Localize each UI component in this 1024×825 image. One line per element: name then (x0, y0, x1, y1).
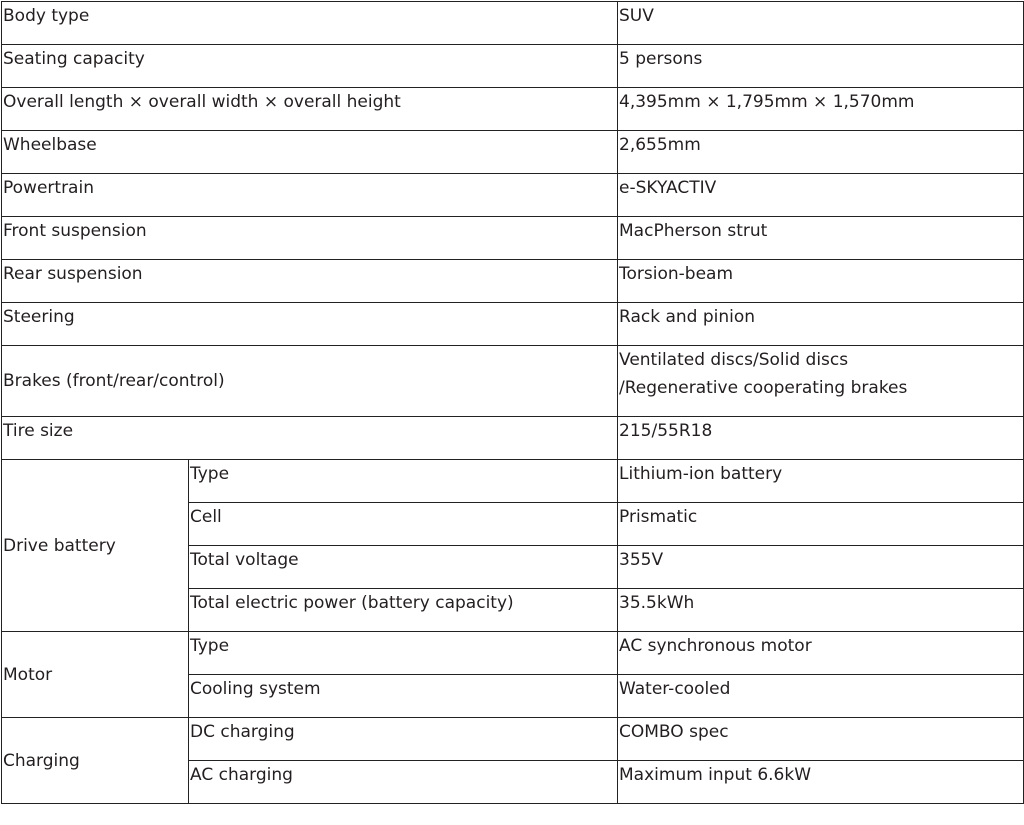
spec-label: Wheelbase (2, 131, 618, 174)
table-row (2, 45, 1024, 88)
spec-value: COMBO spec (618, 718, 1024, 761)
table-row (2, 460, 1024, 503)
spec-sublabel: Total voltage (189, 546, 618, 589)
spec-label: Seating capacity (2, 45, 618, 88)
spec-value: Rack and pinion (618, 303, 1024, 346)
table-row (2, 2, 1024, 45)
spec-label: Rear suspension (2, 260, 618, 303)
table-row (2, 260, 1024, 303)
spec-value: Maximum input 6.6kW (618, 761, 1024, 804)
spec-sublabel: DC charging (189, 718, 618, 761)
spec-value: e-SKYACTIV (618, 174, 1024, 217)
table-row (2, 718, 1024, 761)
spec-label: Body type (2, 2, 618, 45)
spec-value: Prismatic (618, 503, 1024, 546)
table-row (2, 131, 1024, 174)
spec-value: 5 persons (618, 45, 1024, 88)
spec-value-line: Ventilated discs/Solid discs (619, 350, 849, 370)
table-row (2, 346, 1024, 417)
spec-label: Overall length × overall width × overall height (2, 88, 618, 131)
spec-value: SUV (618, 2, 1024, 45)
spec-value-line: /Regenerative cooperating brakes (619, 378, 908, 398)
spec-value: Torsion-beam (618, 260, 1024, 303)
spec-label: Tire size (2, 417, 618, 460)
spec-table (1, 1, 1024, 804)
spec-value: MacPherson strut (618, 217, 1024, 260)
spec-value: 2,655mm (618, 131, 1024, 174)
spec-value: Water-cooled (618, 675, 1024, 718)
spec-value: Lithium-ion battery (618, 460, 1024, 503)
spec-sublabel: Cooling system (189, 675, 618, 718)
table-row (2, 417, 1024, 460)
spec-sublabel: Cell (189, 503, 618, 546)
spec-label: Brakes (front/rear/control) (2, 346, 618, 417)
group-label-charging: Charging (2, 718, 189, 804)
table-row (2, 217, 1024, 260)
spec-sublabel: Total electric power (battery capacity) (189, 589, 618, 632)
spec-value: 35.5kWh (618, 589, 1024, 632)
spec-label: Steering (2, 303, 618, 346)
spec-value: 215/55R18 (618, 417, 1024, 460)
spec-label: Powertrain (2, 174, 618, 217)
spec-sublabel: Type (189, 632, 618, 675)
table-row (2, 303, 1024, 346)
table-row (2, 88, 1024, 131)
group-label-drive-battery: Drive battery (2, 460, 189, 632)
table-row (2, 632, 1024, 675)
spec-value: 355V (618, 546, 1024, 589)
spec-value (618, 346, 1024, 417)
table-row (2, 174, 1024, 217)
spec-label: Front suspension (2, 217, 618, 260)
group-label-motor: Motor (2, 632, 189, 718)
spec-sublabel: Type (189, 460, 618, 503)
spec-sublabel: AC charging (189, 761, 618, 804)
spec-value: AC synchronous motor (618, 632, 1024, 675)
spec-value: 4,395mm × 1,795mm × 1,570mm (618, 88, 1024, 131)
